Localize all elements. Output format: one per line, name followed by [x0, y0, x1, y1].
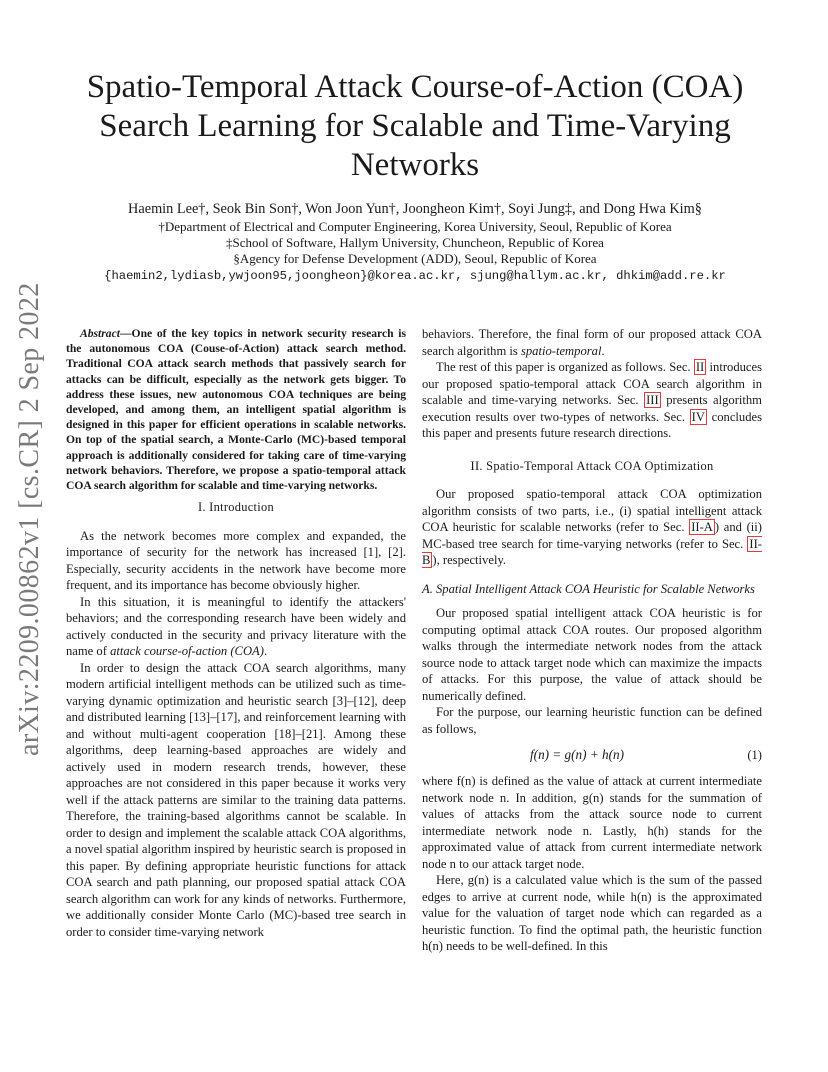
right-paragraph-1 — [422, 326, 762, 359]
abstract-label: Abstract — [80, 327, 120, 340]
right-column — [422, 326, 762, 955]
rp2-t4: concludes this paper and presents future research directions. — [422, 409, 762, 440]
left-column — [66, 326, 406, 940]
intro-paragraph-1: As the network becomes more complex and expanded, the importance of security for the network has increased [1], [2]. Especially, security accidents in the network have become more frequent, and its importance has become obviously higher. — [66, 528, 406, 593]
section-link-ii[interactable]: II — [695, 360, 705, 374]
equation-number: (1) — [747, 747, 762, 762]
rp2-t1: The rest of this paper is organized as follows. Sec. — [436, 360, 694, 374]
intro-paragraph-3: In order to design the attack COA search algorithms, many modern artificial intelligent methods can be utilized such as time-varying dynamic optimization and heuristic search [3]–[12], deep and distributed learning [13]–[17], and reinforcement learning with and without multi-agent cooperation [18]–[21]. Among these algorithms, deep learning-based approaches are widely and actively used in modern research trends, however, these approaches are not considered in this paper because it works very well if the attack patterns are similar to the training data patterns. Therefore, the training-based algorithms cannot be scalable. In order to design and implement the scalable attack COA algorithms, a novel spatial algorithm inspired by heuristic search is proposed in this paper. By defining appropriate heuristic functions for attack COA search and path planning, our proposed spatial attack COA search algorithm can work for any kinds of networks. Furthermore, we additionally consider Monte Carlo (MC)-based tree search in order to consider time-varying network — [66, 660, 406, 939]
affiliation-3: §Agency for Defense Development (ADD), Seoul, Republic of Korea — [233, 251, 597, 266]
rp2-t3: presents algorithm execution results over two-types of networks. Sec. — [422, 393, 762, 424]
section-heading-introduction: I. Introduction — [197, 500, 275, 515]
right-paragraph-3 — [422, 486, 762, 569]
intro-p2-emphasis: attack course-of-action (COA) — [110, 644, 264, 659]
equation-body: f(n) = g(n) + h(n) — [530, 746, 624, 762]
rp3-t1: Our proposed spatio-temporal attack COA optimization algorithm consists of two parts, i.e., (i) spatial intelligent attack COA heuristic for scalable networks (refer to Sec. — [422, 487, 762, 534]
right-paragraph-5: For the purpose, our learning heuristic function can be defined as follows, — [422, 705, 762, 736]
rp1-emphasis: spatio-temporal — [520, 343, 602, 358]
arxiv-identifier: arXiv:2209.00862v1 [cs.CR] 2 Sep 2022 — [14, 282, 45, 756]
author-emails: {haemin2,lydiasb,ywjoon95,joongheon}@korea.ac.kr, sjung@hallym.ac.kr, dhkim@add.re.kr — [104, 269, 726, 283]
rp3-t2: ) and (ii) MC-based tree search for time-varying networks (refer to Sec. — [422, 520, 762, 551]
intro-paragraph-2 — [66, 594, 406, 660]
abstract — [66, 326, 406, 493]
right-paragraph-7: Here, g(n) is a calculated value which is the sum of the passed edges to arrive at current node, while h(n) is the approximated value for the valuation of target node which can regarded as a heuristic function. To find the optimal path, the heuristic function h(n) needs to be well-defined. In this — [422, 873, 762, 953]
intro-p2-text: In this situation, it is meaningful to identify the attackers' behaviors; and the corresponding research have been widely and actively conducted in the security and privacy literature with the name of — [66, 594, 406, 659]
right-paragraph-2 — [422, 359, 762, 442]
affiliation-1: †Department of Electrical and Computer Engineering, Korea University, Seoul, Republic of Korea — [158, 219, 672, 234]
subsection-heading-ii-a: A. Spatial Intelligent Attack COA Heuristic for Scalable Networks — [422, 581, 755, 596]
paper-title: Spatio-Temporal Attack Course-of-Action (COA) Search Learning for Scalable and Time-Varying Networks — [86, 69, 744, 183]
equation-1 — [422, 743, 762, 767]
rp1-text: behaviors. Therefore, the final form of our proposed attack COA search algorithm is — [422, 327, 762, 358]
abstract-text: —One of the key topics in network security research is the autonomous COA (Couse-of-Action) attack search method. Traditional COA attack search methods that passively search for attacks can be difficult, especially as the network gets bigger. To address these issues, new autonomous COA techniques are being developed, and among them, an intelligent spatial algorithm is designed in this paper for efficient operations in scalable networks. On top of the spatial search, a Monte-Carlo (MC)-based temporal approach is additionally considered for taking care of time-varying network behaviors. Therefore, we propose a spatio-temporal attack COA search algorithm for scalable and time-varying networks. — [66, 327, 406, 493]
rp2-t2: introduces our proposed spatio-temporal attack COA search algorithm in scalable and time-varying networks. Sec. — [422, 360, 762, 407]
right-paragraph-4: Our proposed spatial intelligent attack COA heuristic is for computing optimal attack COA routes. Our proposed algorithm walks through the intermediate network nodes from the attack source node to attack target node which can maximize the impacts of attacks. For this purpose, the value of attack should be numerically defined. — [422, 606, 762, 703]
rp3-t3: ), respectively. — [432, 553, 507, 567]
section-link-ii-a[interactable]: II-A — [691, 520, 713, 534]
arxiv-sidebar-stamp — [8, 282, 52, 756]
author-list: Haemin Lee†, Seok Bin Son†, Won Joon Yun†, Joongheon Kim†, Soyi Jung‡, and Dong Hwa Kim§ — [128, 201, 702, 217]
section-link-iii[interactable]: III — [646, 393, 659, 407]
section-heading-ii: II. Spatio-Temporal Attack COA Optimization — [470, 458, 714, 473]
intro-p2-end: . — [263, 644, 268, 659]
right-paragraph-6: where f(n) is defined as the value of attack at current intermediate network node n. In addition, g(n) stands for the summation of values of attacks from the attack source node to current intermediate network node n. Lastly, h(h) stands for the approximated value of attack from current intermediate network node n to our attack target node. — [422, 774, 762, 871]
section-link-iv[interactable]: IV — [691, 409, 705, 424]
rp1-end: . — [601, 343, 605, 358]
affiliation-2: ‡School of Software, Hallym University, Chuncheon, Republic of Korea — [226, 235, 604, 250]
section-link-ii-b[interactable]: II-B — [422, 536, 762, 567]
